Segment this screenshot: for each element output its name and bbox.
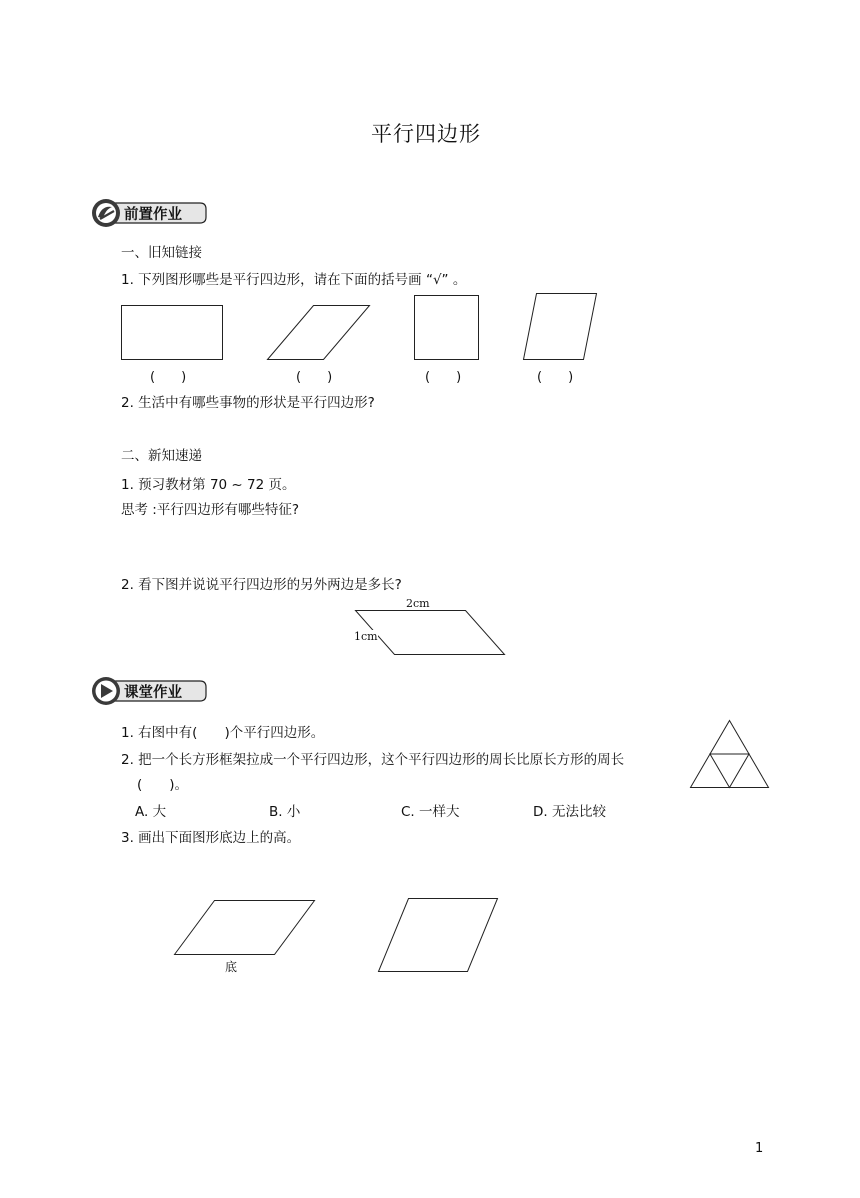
class-homework-badge bbox=[90, 675, 210, 705]
option-b[interactable]: B. 小 bbox=[269, 804, 301, 820]
label-top-length: 2cm bbox=[406, 597, 430, 610]
parallelogram-plain bbox=[379, 899, 498, 972]
question-other-sides: 2. 看下图并说说平行四边形的另外两边是多长? bbox=[121, 577, 402, 593]
badge-label: 前置作业 bbox=[124, 207, 182, 223]
class-question-3: 3. 画出下面图形底边上的高。 bbox=[121, 830, 301, 846]
pre-homework-badge bbox=[90, 197, 210, 227]
page-number: 1 bbox=[755, 1141, 764, 1156]
answer-bracket[interactable]: ( ) bbox=[537, 370, 574, 385]
question-1: 1. 下列图形哪些是平行四边形，请在下面的括号画 “√” 。 bbox=[121, 272, 467, 288]
answer-bracket[interactable]: ( ) bbox=[425, 370, 462, 385]
section-heading-old-knowledge: 一、旧知链接 bbox=[121, 245, 202, 261]
parallelogram-shape-1 bbox=[268, 306, 370, 360]
triangle-figure bbox=[689, 718, 771, 790]
option-a[interactable]: A. 大 bbox=[135, 804, 167, 820]
parallelogram-with-base bbox=[175, 901, 315, 955]
class-question-2-line1: 2. 把一个长方形框架拉成一个平行四边形，这个平行四边形的周长比原长方形的周长 bbox=[121, 752, 625, 768]
badge-label: 课堂作业 bbox=[124, 685, 182, 701]
question-2: 2. 生活中有哪些事物的形状是平行四边形? bbox=[121, 395, 375, 411]
question-preview: 1. 预习教材第 70 ~ 72 页。 bbox=[121, 477, 296, 493]
label-side-length: 1cm bbox=[354, 630, 378, 643]
option-d[interactable]: D. 无法比较 bbox=[533, 804, 606, 820]
option-c[interactable]: C. 一样大 bbox=[401, 804, 460, 820]
rectangle-shape bbox=[122, 306, 223, 360]
answer-bracket[interactable]: ( ) bbox=[296, 370, 333, 385]
page-title: 平行四边形 bbox=[371, 122, 481, 146]
parallelogram-shape-2 bbox=[524, 294, 597, 360]
draw-height-shapes bbox=[0, 893, 860, 983]
shapes-row bbox=[0, 290, 860, 370]
question-think: 思考 :平行四边形有哪些特征? bbox=[121, 502, 300, 518]
base-label: 底 bbox=[225, 960, 238, 974]
class-question-1: 1. 右图中有( )个平行四边形。 bbox=[121, 725, 325, 741]
section-heading-new-knowledge: 二、新知速递 bbox=[121, 448, 202, 464]
class-question-2-line2: ( )。 bbox=[137, 777, 189, 793]
square-shape bbox=[415, 296, 479, 360]
answer-bracket[interactable]: ( ) bbox=[150, 370, 187, 385]
